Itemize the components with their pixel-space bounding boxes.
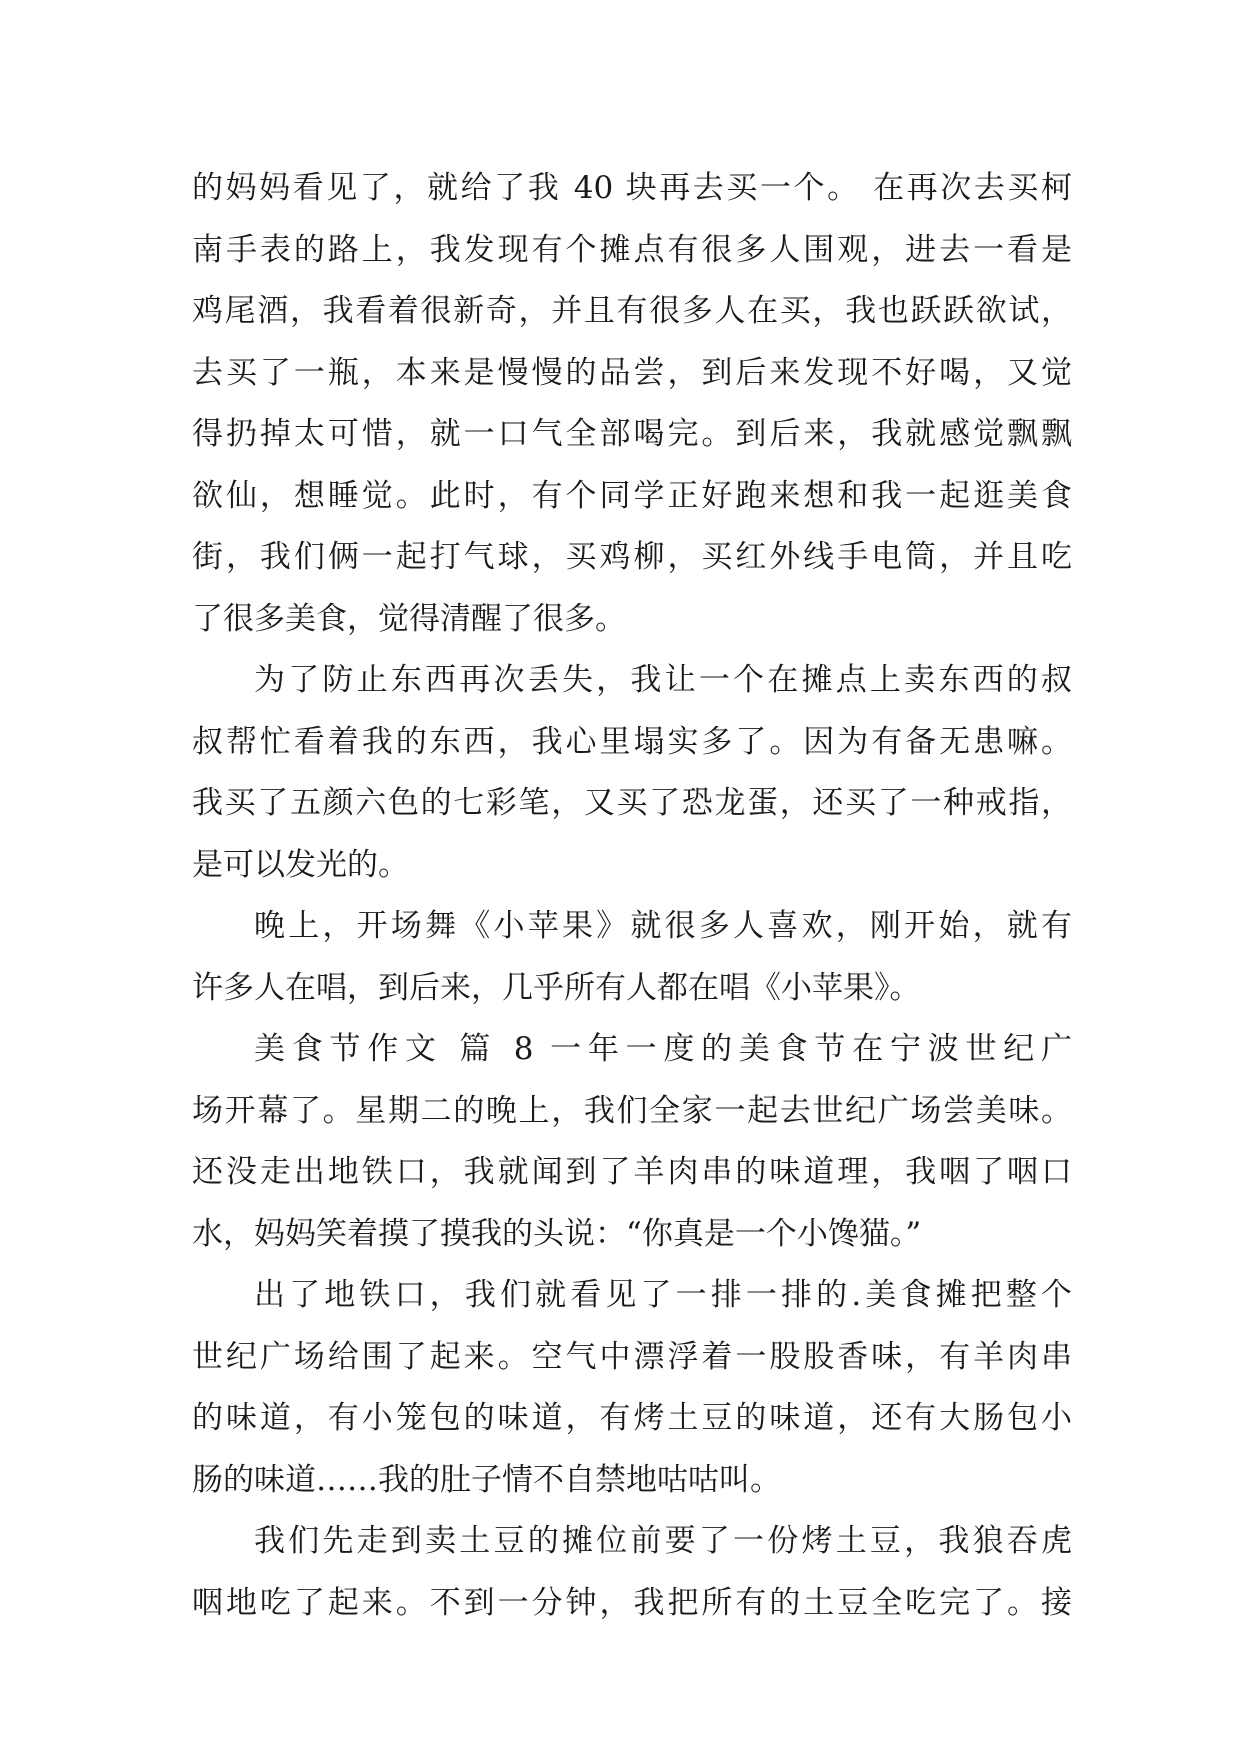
text-line: 的味道，有小笼包的味道，有烤土豆的味道，还有大肠包小 <box>192 1400 1072 1436</box>
text-line: 是可以发光的。 <box>192 846 409 883</box>
text-line: 街，我们俩一起打气球，买鸡柳，买红外线手电筒，并且吃 <box>192 539 1072 575</box>
text-line: 还没走出地铁口，我就闻到了羊肉串的味道理，我咽了咽口 <box>192 1154 1072 1190</box>
text-line: 世纪广场给围了起来。空气中漂浮着一股股香味，有羊肉串 <box>192 1338 1072 1375</box>
text-line: 场开幕了。星期二的晚上，我们全家一起去世纪广场尝美味。 <box>192 1092 1072 1129</box>
text-line: 欲仙，想睡觉。此时，有个同学正好跑来想和我一起逛美食 <box>192 477 1072 514</box>
text-line: 出了地铁口，我们就看见了一排一排的.美食摊把整个 <box>254 1277 1072 1313</box>
text-line: 我买了五颜六色的七彩笔，又买了恐龙蛋，还买了一种戒指， <box>192 785 1072 821</box>
text-line: 去买了一瓶，本来是慢慢的品尝，到后来发现不好喝，又觉 <box>192 354 1072 391</box>
text-line: 南手表的路上，我发现有个摊点有很多人围观，进去一看是 <box>192 231 1072 268</box>
text-line: 许多人在唱，到后来，几乎所有人都在唱《小苹果》。 <box>192 969 921 1006</box>
text-line: 叔帮忙看着我的东西，我心里塌实多了。因为有备无患嘛。 <box>192 723 1072 760</box>
text-line: 晚上，开场舞《小苹果》就很多人喜欢，刚开始，就有 <box>254 908 1072 944</box>
text-line: 得扔掉太可惜，就一口气全部喝完。到后来，我就感觉飘飘 <box>192 416 1072 452</box>
text-line: 的妈妈看见了，就给了我 40 块再去买一个。 在再次去买柯 <box>192 170 1072 206</box>
text-line: 鸡尾酒，我看着很新奇，并且有很多人在买，我也跃跃欲试， <box>192 293 1072 329</box>
body-text <box>192 158 1072 1634</box>
text-line: 咽地吃了起来。不到一分钟，我把所有的土豆全吃完了。接 <box>192 1584 1072 1621</box>
text-line: 肠的味道……我的肚子情不自禁地咕咕叫。 <box>192 1461 781 1498</box>
text-line: 为了防止东西再次丢失，我让一个在摊点上卖东西的叔 <box>254 662 1072 698</box>
text-line: 了很多美食，觉得清醒了很多。 <box>192 600 626 637</box>
section-heading-line: 美食节作文 篇 8 一年一度的美食节在宁波世纪广 <box>254 1031 1072 1067</box>
text-line: 水，妈妈笑着摸了摸我的头说：“你真是一个小馋猫。” <box>192 1215 922 1252</box>
text-line: 我们先走到卖土豆的摊位前要了一份烤土豆，我狼吞虎 <box>254 1523 1072 1559</box>
